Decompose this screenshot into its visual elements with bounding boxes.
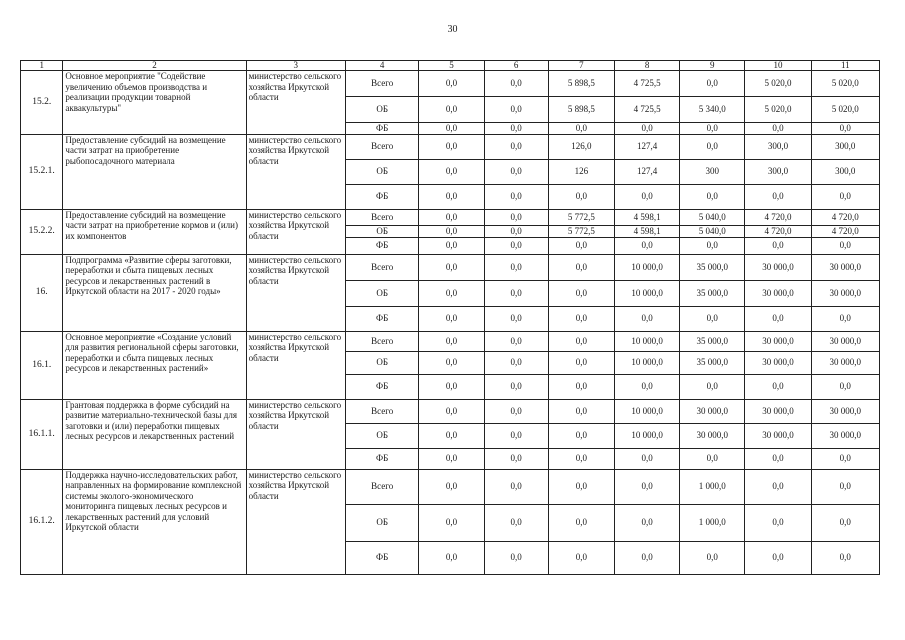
amount-cell: 5 898,5 (548, 97, 614, 123)
amount-cell: 300,0 (811, 134, 879, 159)
amount-cell: 0,0 (680, 184, 745, 209)
amount-cell: 126 (548, 159, 614, 184)
amount-cell: 0,0 (484, 237, 548, 254)
amount-cell: 0,0 (484, 280, 548, 306)
amount-cell: 30 000,0 (745, 280, 811, 306)
amount-cell: 300 (680, 159, 745, 184)
item-name: Основное мероприятие «Создание условий для развития региональной сферы заготовки, переработки и сбыта пищевых лесных ресурсов и лекарственных растений» (63, 331, 246, 399)
amount-cell: 0,0 (484, 331, 548, 351)
item-executor: министерство сельского хозяйства Иркутской области (246, 254, 345, 331)
amount-cell: 30 000,0 (811, 423, 879, 448)
column-number: 3 (246, 61, 345, 71)
column-number: 5 (419, 61, 484, 71)
amount-cell: 0,0 (484, 423, 548, 448)
amount-cell: 0,0 (419, 254, 484, 280)
amount-cell: 35 000,0 (680, 254, 745, 280)
amount-cell: 4 598,1 (614, 209, 679, 225)
amount-cell: 0,0 (548, 280, 614, 306)
amount-cell: 0,0 (548, 184, 614, 209)
funding-source: ОБ (345, 504, 418, 541)
item-code: 16.1. (21, 331, 63, 399)
amount-cell: 0,0 (419, 134, 484, 159)
amount-cell: 0,0 (745, 306, 811, 331)
amount-cell: 30 000,0 (745, 423, 811, 448)
item-code: 16.1.2. (21, 469, 63, 574)
amount-cell: 10 000,0 (614, 351, 679, 374)
amount-cell: 0,0 (811, 184, 879, 209)
funding-source: Всего (345, 399, 418, 423)
amount-cell: 4 720,0 (745, 209, 811, 225)
amount-cell: 0,0 (614, 504, 679, 541)
item-code: 15.2.2. (21, 209, 63, 254)
amount-cell: 0,0 (811, 374, 879, 399)
amount-cell: 0,0 (548, 541, 614, 574)
amount-cell: 4 720,0 (745, 225, 811, 237)
amount-cell: 0,0 (484, 541, 548, 574)
amount-cell: 0,0 (419, 159, 484, 184)
amount-cell: 0,0 (419, 184, 484, 209)
amount-cell: 30 000,0 (745, 331, 811, 351)
amount-cell: 30 000,0 (745, 351, 811, 374)
column-number: 1 (21, 61, 63, 71)
funding-source: ОБ (345, 159, 418, 184)
amount-cell: 0,0 (614, 184, 679, 209)
amount-cell: 0,0 (419, 225, 484, 237)
amount-cell: 5 040,0 (680, 209, 745, 225)
table-row (21, 469, 880, 504)
table-row (21, 399, 880, 423)
amount-cell: 0,0 (484, 469, 548, 504)
table-row (21, 71, 880, 97)
amount-cell: 30 000,0 (811, 351, 879, 374)
amount-cell: 0,0 (419, 237, 484, 254)
amount-cell: 1 000,0 (680, 469, 745, 504)
amount-cell: 10 000,0 (614, 280, 679, 306)
amount-cell: 0,0 (614, 469, 679, 504)
item-name: Подпрограмма «Развитие сферы заготовки, переработки и сбыта пищевых лесных ресурсов и лекарственных растений в Иркутской области на 2017 - 2020 годы» (63, 254, 246, 331)
amount-cell: 5 020,0 (745, 71, 811, 97)
funding-source: ФБ (345, 448, 418, 469)
amount-cell: 0,0 (745, 184, 811, 209)
amount-cell: 0,0 (419, 280, 484, 306)
amount-cell: 4 720,0 (811, 209, 879, 225)
item-executor: министерство сельского хозяйства Иркутской области (246, 134, 345, 209)
amount-cell: 0,0 (419, 504, 484, 541)
amount-cell: 0,0 (548, 254, 614, 280)
item-code: 16.1.1. (21, 399, 63, 469)
item-name: Поддержка научно-исследовательских работ, направленных на формирование комплексной системы эколого-экономического мониторинга пищевых лесных ресурсов и лекарственных растений для условий Иркутской области (63, 469, 246, 574)
column-number: 4 (345, 61, 418, 71)
column-number: 10 (745, 61, 811, 71)
amount-cell: 0,0 (680, 71, 745, 97)
amount-cell: 0,0 (419, 123, 484, 135)
amount-cell: 0,0 (680, 374, 745, 399)
budget-table (20, 60, 880, 575)
funding-source: ФБ (345, 541, 418, 574)
amount-cell: 35 000,0 (680, 351, 745, 374)
amount-cell: 0,0 (484, 71, 548, 97)
amount-cell: 0,0 (680, 134, 745, 159)
amount-cell: 0,0 (680, 448, 745, 469)
funding-source: ОБ (345, 280, 418, 306)
table-row (21, 254, 880, 280)
amount-cell: 4 725,5 (614, 71, 679, 97)
item-code: 16. (21, 254, 63, 331)
amount-cell: 0,0 (745, 123, 811, 135)
item-name: Грантовая поддержка в форме субсидий на развитие материально-технической базы для заготовки и (или) переработки пищевых лесных ресурсов и лекарственных растений (63, 399, 246, 469)
item-name: Предоставление субсидий на возмещение части затрат на приобретение кормов и (или) их компонентов (63, 209, 246, 254)
amount-cell: 0,0 (548, 469, 614, 504)
amount-cell: 30 000,0 (811, 399, 879, 423)
amount-cell: 30 000,0 (811, 254, 879, 280)
amount-cell: 0,0 (484, 504, 548, 541)
amount-cell: 0,0 (680, 541, 745, 574)
amount-cell: 0,0 (745, 541, 811, 574)
amount-cell: 4 725,5 (614, 97, 679, 123)
amount-cell: 0,0 (419, 541, 484, 574)
amount-cell: 0,0 (419, 71, 484, 97)
amount-cell: 0,0 (548, 351, 614, 374)
amount-cell: 30 000,0 (745, 254, 811, 280)
amount-cell: 0,0 (484, 159, 548, 184)
amount-cell: 30 000,0 (680, 423, 745, 448)
column-number: 6 (484, 61, 548, 71)
amount-cell: 0,0 (548, 237, 614, 254)
amount-cell: 0,0 (745, 374, 811, 399)
amount-cell: 0,0 (548, 123, 614, 135)
funding-source: ОБ (345, 351, 418, 374)
amount-cell: 0,0 (419, 399, 484, 423)
amount-cell: 0,0 (419, 97, 484, 123)
amount-cell: 0,0 (745, 237, 811, 254)
amount-cell: 0,0 (811, 306, 879, 331)
item-executor: министерство сельского хозяйства Иркутской области (246, 71, 345, 135)
table-row (21, 209, 880, 225)
amount-cell: 300,0 (745, 159, 811, 184)
column-number: 7 (548, 61, 614, 71)
amount-cell: 0,0 (811, 504, 879, 541)
amount-cell: 0,0 (548, 448, 614, 469)
amount-cell: 0,0 (680, 237, 745, 254)
amount-cell: 0,0 (548, 331, 614, 351)
amount-cell: 0,0 (811, 448, 879, 469)
amount-cell: 0,0 (484, 254, 548, 280)
amount-cell: 0,0 (419, 209, 484, 225)
amount-cell: 0,0 (811, 123, 879, 135)
funding-source: ФБ (345, 306, 418, 331)
amount-cell: 0,0 (745, 448, 811, 469)
item-name: Основное мероприятие "Содействие увеличению объемов производства и реализации продукции товарной аквакультуры" (63, 71, 246, 135)
amount-cell: 0,0 (484, 209, 548, 225)
amount-cell: 5 040,0 (680, 225, 745, 237)
amount-cell: 0,0 (548, 306, 614, 331)
amount-cell: 0,0 (484, 399, 548, 423)
funding-source: Всего (345, 469, 418, 504)
amount-cell: 300,0 (811, 159, 879, 184)
amount-cell: 0,0 (548, 399, 614, 423)
amount-cell: 0,0 (614, 541, 679, 574)
amount-cell: 5 772,5 (548, 225, 614, 237)
funding-source: Всего (345, 209, 418, 225)
amount-cell: 0,0 (484, 97, 548, 123)
funding-source: ФБ (345, 237, 418, 254)
amount-cell: 0,0 (484, 184, 548, 209)
amount-cell: 5 020,0 (811, 71, 879, 97)
amount-cell: 35 000,0 (680, 331, 745, 351)
amount-cell: 30 000,0 (811, 331, 879, 351)
amount-cell: 5 898,5 (548, 71, 614, 97)
amount-cell: 0,0 (419, 351, 484, 374)
amount-cell: 127,4 (614, 134, 679, 159)
funding-source: ОБ (345, 225, 418, 237)
funding-source: ОБ (345, 97, 418, 123)
amount-cell: 0,0 (680, 123, 745, 135)
amount-cell: 0,0 (484, 351, 548, 374)
amount-cell: 0,0 (745, 469, 811, 504)
amount-cell: 0,0 (745, 504, 811, 541)
funding-source: Всего (345, 71, 418, 97)
amount-cell: 10 000,0 (614, 423, 679, 448)
table-row (21, 134, 880, 159)
amount-cell: 10 000,0 (614, 331, 679, 351)
item-executor: министерство сельского хозяйства Иркутской области (246, 331, 345, 399)
amount-cell: 0,0 (614, 374, 679, 399)
item-executor: министерство сельского хозяйства Иркутской области (246, 469, 345, 574)
amount-cell: 30 000,0 (745, 399, 811, 423)
amount-cell: 10 000,0 (614, 254, 679, 280)
column-number: 2 (63, 61, 246, 71)
item-executor: министерство сельского хозяйства Иркутской области (246, 209, 345, 254)
amount-cell: 0,0 (484, 225, 548, 237)
item-name: Предоставление субсидий на возмещение части затрат на приобретение рыбопосадочного материала (63, 134, 246, 209)
amount-cell: 0,0 (484, 448, 548, 469)
amount-cell: 0,0 (419, 374, 484, 399)
amount-cell: 126,0 (548, 134, 614, 159)
amount-cell: 4 720,0 (811, 225, 879, 237)
amount-cell: 0,0 (680, 306, 745, 331)
amount-cell: 127,4 (614, 159, 679, 184)
amount-cell: 5 020,0 (745, 97, 811, 123)
amount-cell: 30 000,0 (811, 280, 879, 306)
amount-cell: 0,0 (614, 306, 679, 331)
amount-cell: 0,0 (548, 504, 614, 541)
funding-source: Всего (345, 254, 418, 280)
amount-cell: 0,0 (614, 237, 679, 254)
funding-source: ОБ (345, 423, 418, 448)
amount-cell: 0,0 (614, 448, 679, 469)
amount-cell: 5 340,0 (680, 97, 745, 123)
amount-cell: 0,0 (811, 469, 879, 504)
amount-cell: 35 000,0 (680, 280, 745, 306)
amount-cell: 0,0 (484, 374, 548, 399)
amount-cell: 0,0 (548, 374, 614, 399)
amount-cell: 0,0 (419, 423, 484, 448)
item-code: 15.2.1. (21, 134, 63, 209)
amount-cell: 0,0 (419, 306, 484, 331)
table-row (21, 331, 880, 351)
funding-source: Всего (345, 134, 418, 159)
item-executor: министерство сельского хозяйства Иркутской области (246, 399, 345, 469)
funding-source: Всего (345, 331, 418, 351)
column-number: 9 (680, 61, 745, 71)
amount-cell: 5 020,0 (811, 97, 879, 123)
amount-cell: 0,0 (484, 134, 548, 159)
amount-cell: 1 000,0 (680, 504, 745, 541)
page-number: 30 (447, 24, 458, 35)
column-numbers-row (21, 61, 880, 71)
amount-cell: 0,0 (419, 469, 484, 504)
item-code: 15.2. (21, 71, 63, 135)
amount-cell: 0,0 (614, 123, 679, 135)
amount-cell: 10 000,0 (614, 399, 679, 423)
amount-cell: 0,0 (811, 237, 879, 254)
amount-cell: 0,0 (484, 306, 548, 331)
column-number: 11 (811, 61, 879, 71)
amount-cell: 30 000,0 (680, 399, 745, 423)
funding-source: ФБ (345, 374, 418, 399)
amount-cell: 4 598,1 (614, 225, 679, 237)
amount-cell: 0,0 (484, 123, 548, 135)
amount-cell: 5 772,5 (548, 209, 614, 225)
column-number: 8 (614, 61, 679, 71)
amount-cell: 0,0 (548, 423, 614, 448)
amount-cell: 300,0 (745, 134, 811, 159)
amount-cell: 0,0 (419, 448, 484, 469)
amount-cell: 0,0 (811, 541, 879, 574)
amount-cell: 0,0 (419, 331, 484, 351)
funding-source: ФБ (345, 123, 418, 135)
funding-source: ФБ (345, 184, 418, 209)
